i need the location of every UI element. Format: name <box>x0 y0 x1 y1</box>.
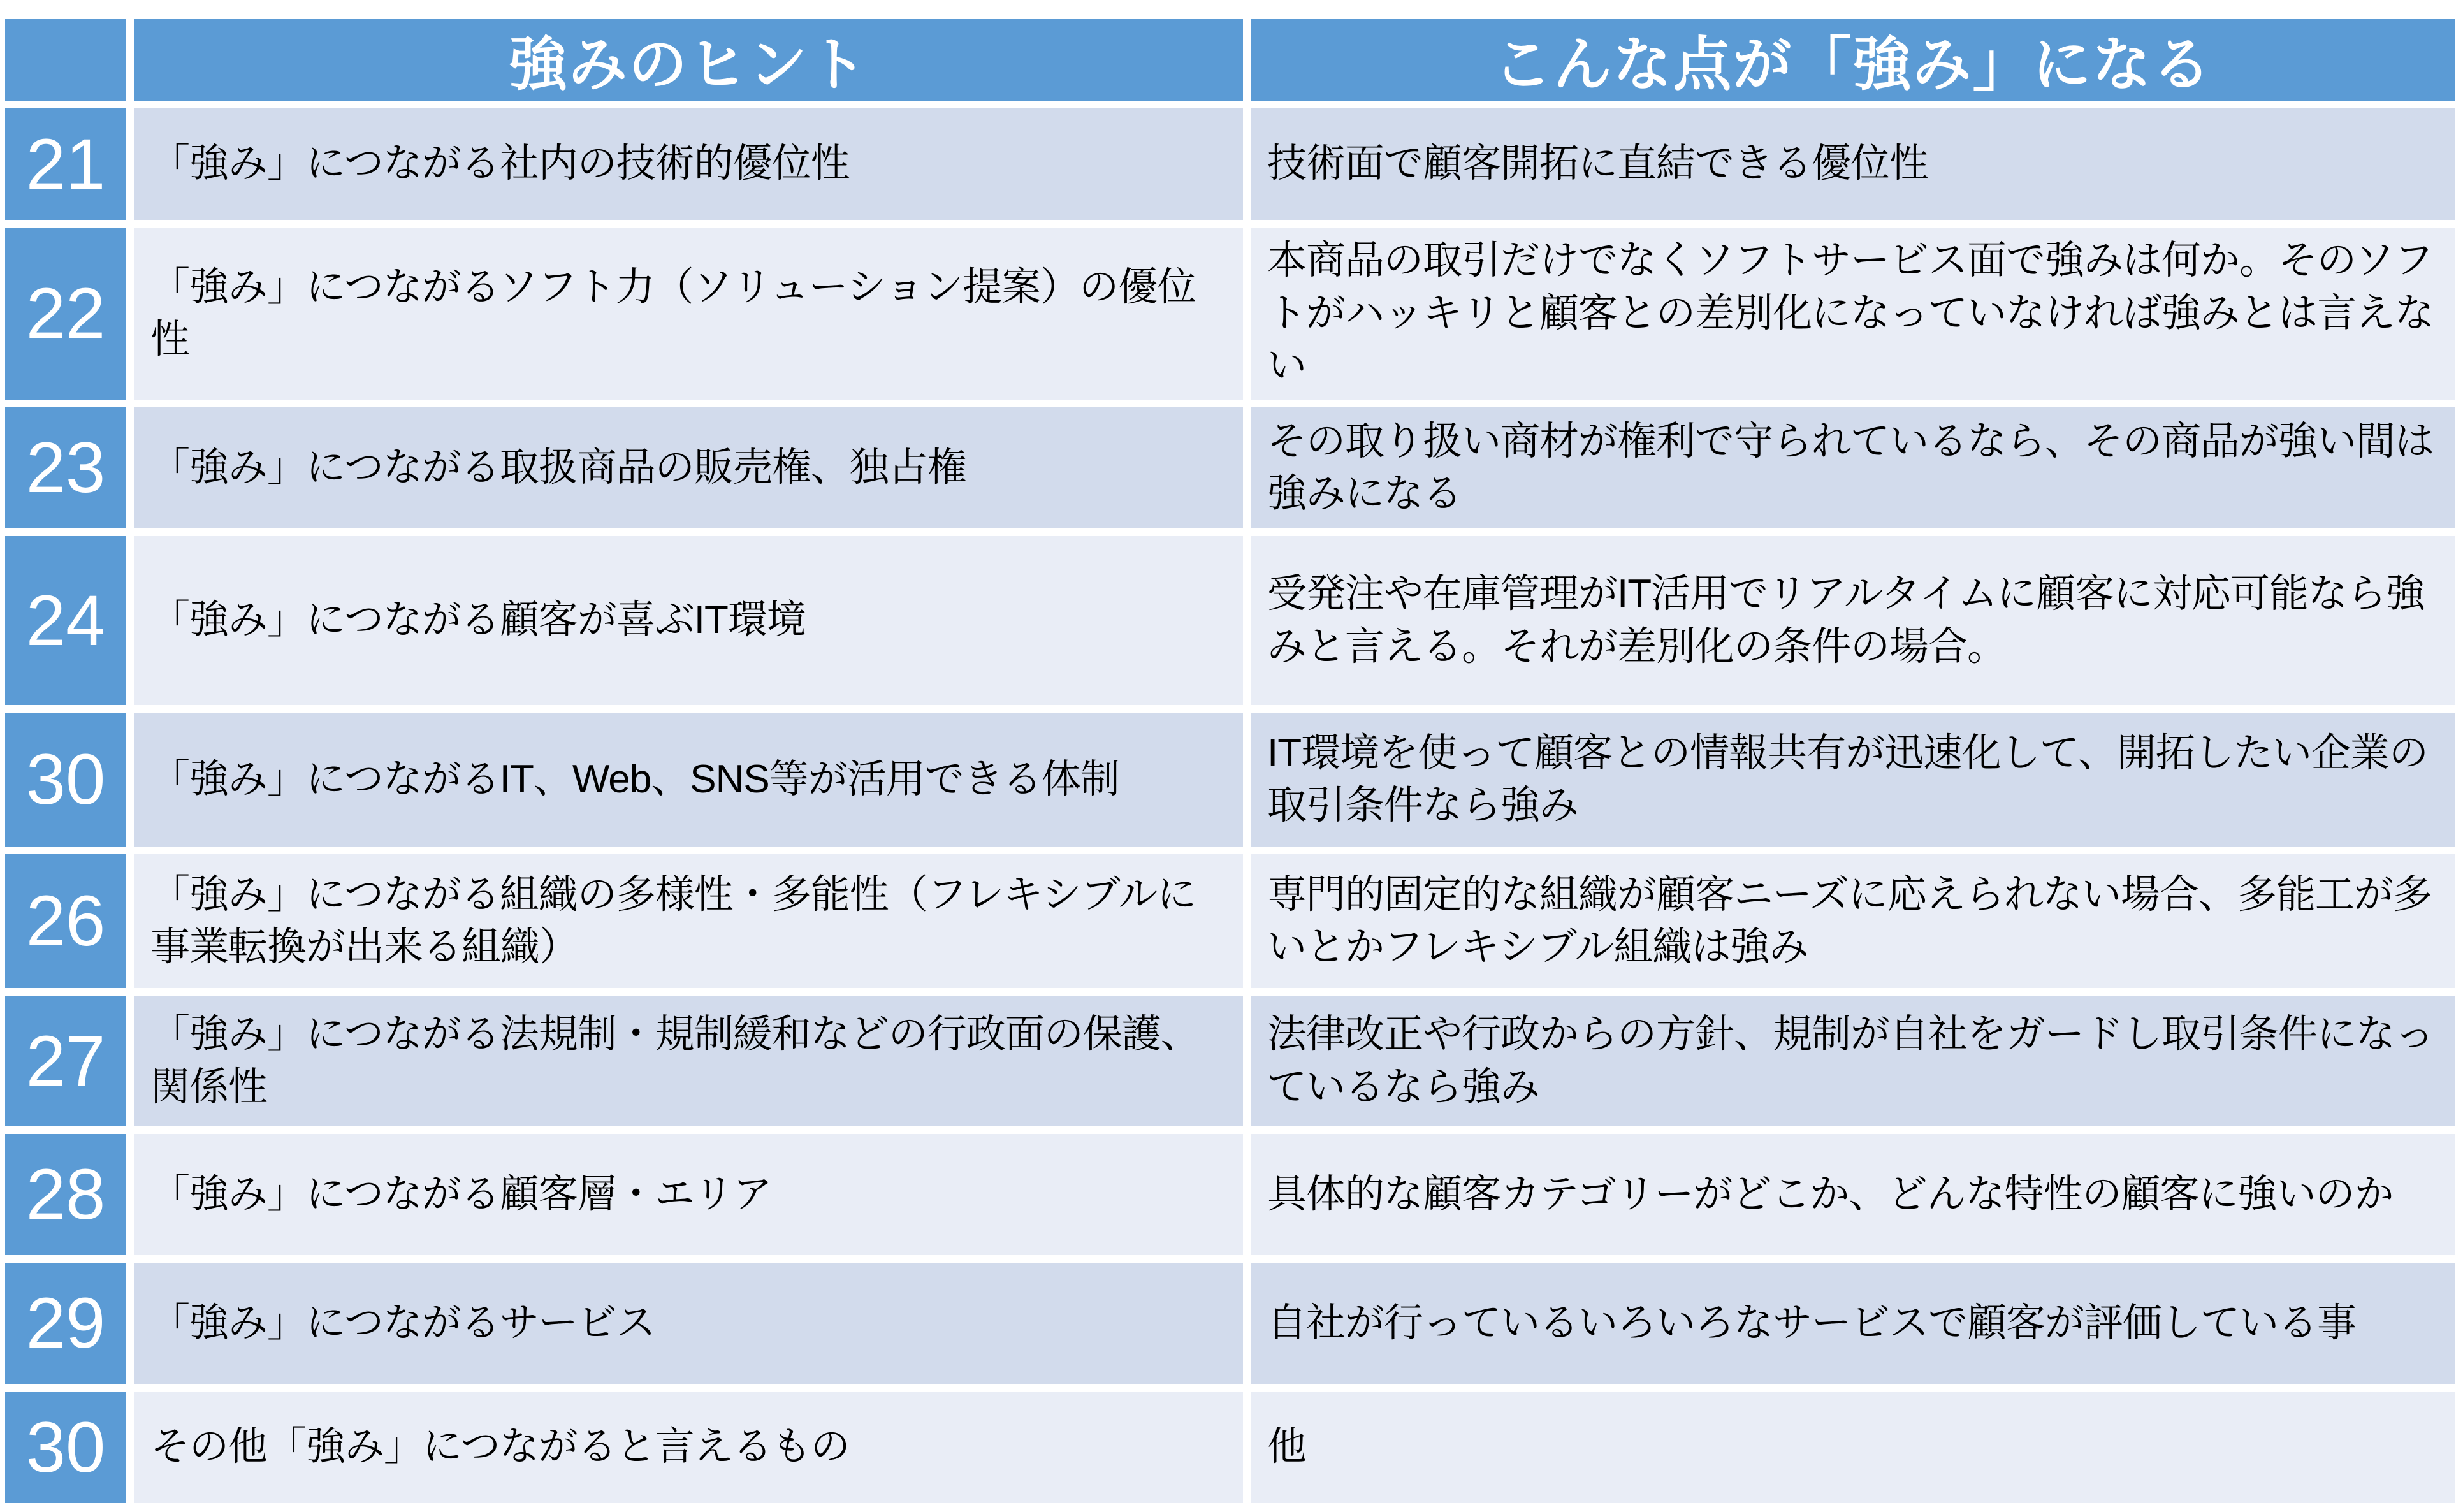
row-number: 23 <box>5 407 126 528</box>
row-number: 26 <box>5 854 126 988</box>
row-number: 30 <box>5 1392 126 1503</box>
point-cell: その取り扱い商材が権利で守られているなら、その商品が強い間は強みになる <box>1251 407 2455 528</box>
hint-cell: 「強み」につながるIT、Web、SNS等が活用できる体制 <box>134 713 1243 847</box>
point-cell: 本商品の取引だけでなくソフトサービス面で強みは何か。そのソフトがハッキリと顧客との差別化になっていなければ強みとは言えない <box>1251 228 2455 400</box>
strengths-hint-table <box>5 19 2455 1503</box>
row-number: 21 <box>5 108 126 220</box>
hint-cell: 「強み」につながる顧客層・エリア <box>134 1134 1243 1255</box>
hint-cell: 「強み」につながる法規制・規制緩和などの行政面の保護、関係性 <box>134 996 1243 1126</box>
row-number: 22 <box>5 228 126 400</box>
row-number: 27 <box>5 996 126 1126</box>
hint-cell: 「強み」につながる取扱商品の販売権、独占権 <box>134 407 1243 528</box>
header-point: こんな点が「強み」になる <box>1251 19 2455 101</box>
hint-cell: 「強み」につながる組織の多様性・多能性（フレキシブルに事業転換が出来る組織） <box>134 854 1243 988</box>
point-cell: 技術面で顧客開拓に直結できる優位性 <box>1251 108 2455 220</box>
row-number: 28 <box>5 1134 126 1255</box>
hint-cell: 「強み」につながるソフト力（ソリューション提案）の優位性 <box>134 228 1243 400</box>
hint-cell: その他「強み」につながると言えるもの <box>134 1392 1243 1503</box>
row-number: 30 <box>5 713 126 847</box>
header-corner-cell <box>5 19 126 101</box>
point-cell: 他 <box>1251 1392 2455 1503</box>
point-cell: IT環境を使って顧客との情報共有が迅速化して、開拓したい企業の取引条件なら強み <box>1251 713 2455 847</box>
point-cell: 法律改正や行政からの方針、規制が自社をガードし取引条件になっているなら強み <box>1251 996 2455 1126</box>
point-cell: 具体的な顧客カテゴリーがどこか、どんな特性の顧客に強いのか <box>1251 1134 2455 1255</box>
row-number: 24 <box>5 536 126 705</box>
hint-cell: 「強み」につながる社内の技術的優位性 <box>134 108 1243 220</box>
hint-cell: 「強み」につながるサービス <box>134 1263 1243 1384</box>
point-cell: 受発注や在庫管理がIT活用でリアルタイムに顧客に対応可能なら強みと言える。それが差別化の条件の場合。 <box>1251 536 2455 705</box>
point-cell: 専門的固定的な組織が顧客ニーズに応えられない場合、多能工が多いとかフレキシブル組織は強み <box>1251 854 2455 988</box>
row-number: 29 <box>5 1263 126 1384</box>
header-hint: 強みのヒント <box>134 19 1243 101</box>
point-cell: 自社が行っているいろいろなサービスで顧客が評価している事 <box>1251 1263 2455 1384</box>
hint-cell: 「強み」につながる顧客が喜ぶIT環境 <box>134 536 1243 705</box>
